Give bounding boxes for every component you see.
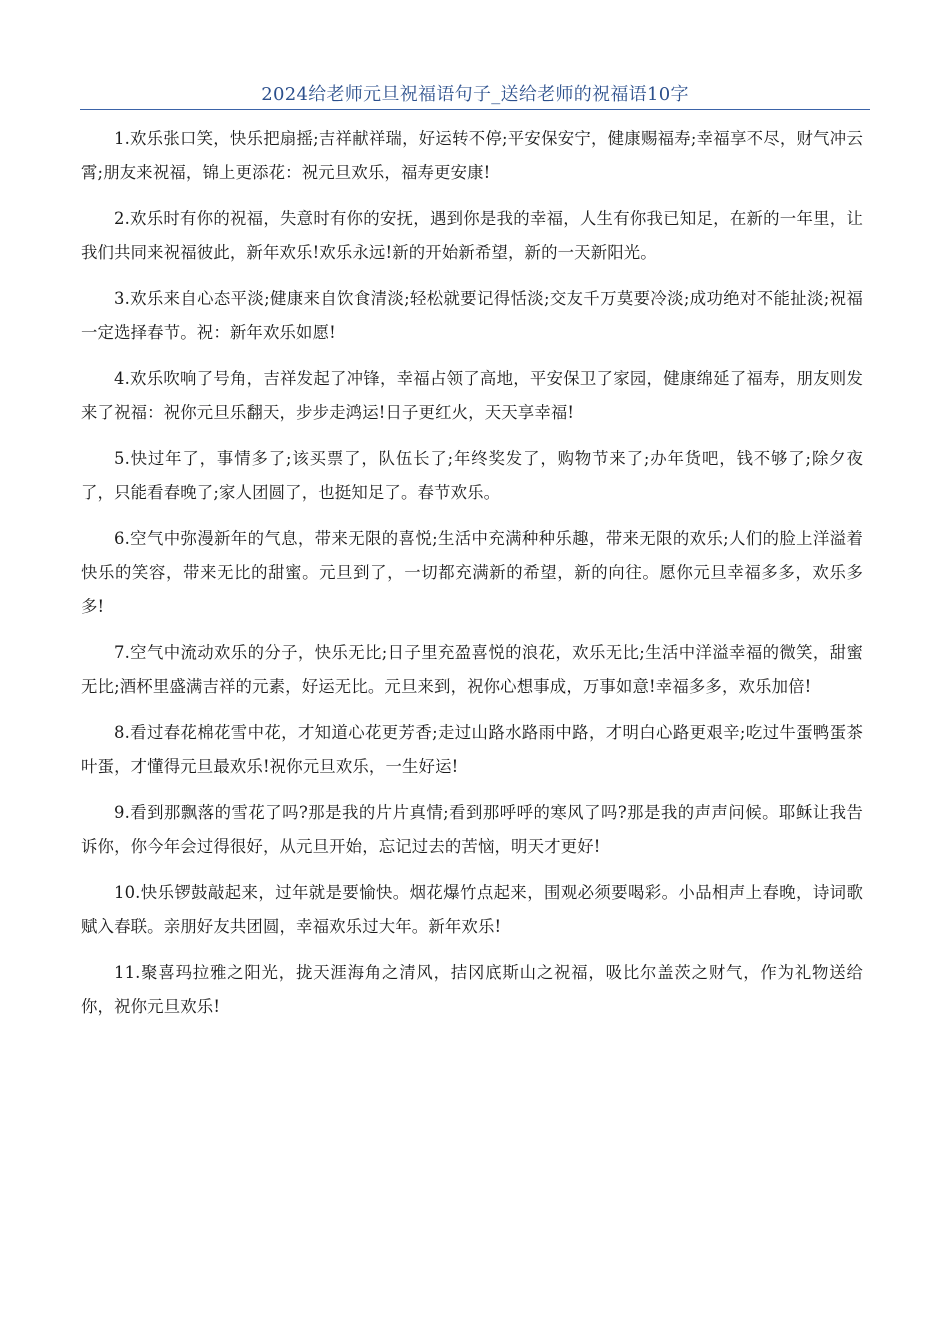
document-title: 2024给老师元旦祝福语句子_送给老师的祝福语10字 <box>261 84 689 105</box>
title-underline <box>80 109 870 110</box>
paragraph-8: 8.看过春花棉花雪中花，才知道心花更芳香;走过山路水路雨中路，才明白心路更艰辛;吃过牛蛋鸭蛋茶叶蛋，才懂得元旦最欢乐!祝你元旦欢乐，一生好运! <box>81 723 863 776</box>
paragraph-7: 7.空气中流动欢乐的分子，快乐无比;日子里充盈喜悦的浪花，欢乐无比;生活中洋溢幸福的微笑，甜蜜无比;酒杯里盛满吉祥的元素，好运无比。元旦来到，祝你心想事成，万事如意!幸福多多，欢乐加倍! <box>81 643 863 696</box>
paragraph-6: 6.空气中弥漫新年的气息，带来无限的喜悦;生活中充满种种乐趣，带来无限的欢乐;人们的脸上洋溢着快乐的笑容，带来无比的甜蜜。元旦到了，一切都充满新的希望，新的向往。愿你元旦幸福多多，欢乐多多! <box>81 529 863 616</box>
paragraph-10: 10.快乐锣鼓敲起来，过年就是要愉快。烟花爆竹点起来，围观必须要喝彩。小品相声上春晚，诗词歌赋入春联。亲朋好友共团圆，幸福欢乐过大年。新年欢乐! <box>81 883 863 936</box>
paragraph-11: 11.聚喜玛拉雅之阳光，拢天涯海角之清风，拮冈底斯山之祝福，吸比尔盖茨之财气，作为礼物送给你，祝你元旦欢乐! <box>81 963 863 1016</box>
paragraph-9: 9.看到那飘落的雪花了吗?那是我的片片真情;看到那呼呼的寒风了吗?那是我的声声问候。耶稣让我告诉你，你今年会过得很好，从元旦开始，忘记过去的苦恼，明天才更好! <box>81 803 863 856</box>
paragraph-3: 3.欢乐来自心态平淡;健康来自饮食清淡;轻松就要记得恬淡;交友千万莫要冷淡;成功绝对不能扯淡;祝福一定选择春节。祝：新年欢乐如愿! <box>81 289 863 342</box>
paragraph-4: 4.欢乐吹响了号角，吉祥发起了冲锋，幸福占领了高地，平安保卫了家园，健康绵延了福寿，朋友则发来了祝福：祝你元旦乐翻天，步步走鸿运!日子更红火，天天享幸福! <box>81 369 863 422</box>
document-body <box>81 122 863 1036</box>
paragraph-2: 2.欢乐时有你的祝福，失意时有你的安抚，遇到你是我的幸福，人生有你我已知足，在新的一年里，让我们共同来祝福彼此，新年欢乐!欢乐永远!新的开始新希望，新的一天新阳光。 <box>81 209 863 262</box>
paragraph-5: 5.快过年了，事情多了;该买票了，队伍长了;年终奖发了，购物节来了;办年货吧，钱不够了;除夕夜了，只能看春晚了;家人团圆了，也挺知足了。春节欢乐。 <box>81 449 863 502</box>
paragraph-1: 1.欢乐张口笑，快乐把扇摇;吉祥献祥瑞，好运转不停;平安保安宁，健康赐福寿;幸福享不尽，财气冲云霄;朋友来祝福，锦上更添花：祝元旦欢乐，福寿更安康! <box>81 129 863 182</box>
